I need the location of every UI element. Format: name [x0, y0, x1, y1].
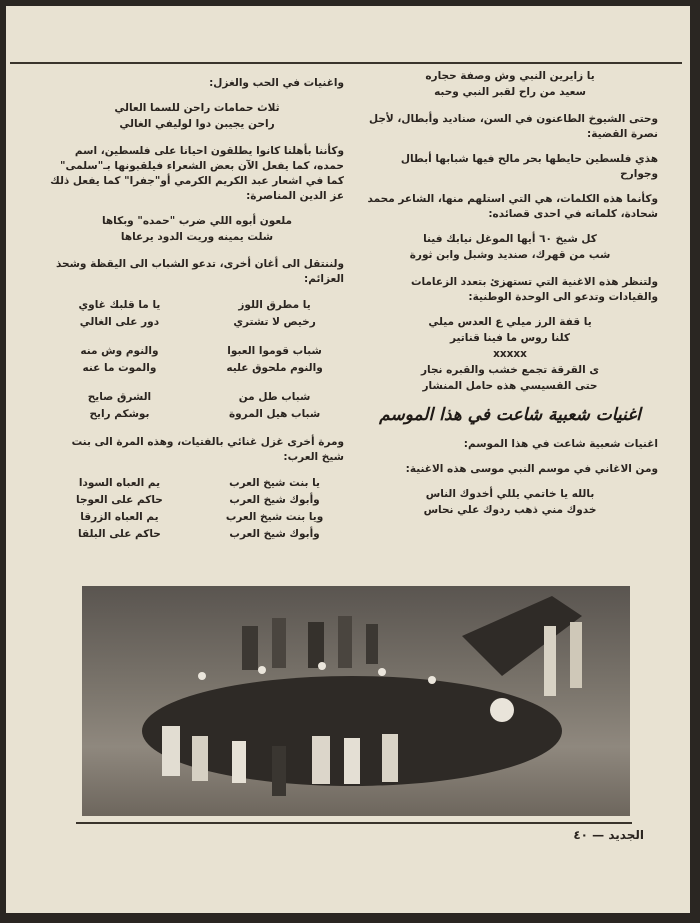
drum — [490, 698, 514, 722]
banner — [308, 622, 324, 668]
verse-pair — [50, 314, 344, 331]
verse-line: يا قفة الرز ميلي ع العدس ميلي — [428, 316, 592, 328]
hemistich: شباب هيل المروة — [228, 408, 321, 420]
section-heading: واغنيات في الحب والغزل: — [209, 77, 344, 89]
separator: xxxxx — [493, 348, 527, 360]
paragraph: ولتنظر هذه الاغنية التي تستهزئ بتعدد الزعامات والقيادات وتدعو الى الوحدة الوطنية: — [410, 276, 658, 303]
hemistich: يا ما قلبك غاوي — [78, 299, 161, 311]
verse-line: بالله يا خاتمي يللي أخدوك الناس — [425, 488, 595, 500]
verse-pairs — [50, 297, 344, 331]
hemistich: الشرق صايح — [87, 391, 152, 403]
banner — [366, 624, 378, 664]
verse-line: حتى القسيسي هذه حامل المنشار — [422, 380, 598, 392]
page-number: الجديد — ٤٠ — [573, 828, 644, 842]
verse-pair — [50, 475, 344, 492]
verse-pair — [50, 343, 344, 360]
verse-pair — [50, 360, 344, 377]
headdress — [378, 668, 386, 676]
hemistich: رخيص لا تشتري — [233, 316, 316, 328]
hemistich: شباب طل من — [238, 391, 311, 403]
robed-figure — [232, 741, 246, 783]
robed-figure — [192, 736, 208, 781]
verse-block — [362, 315, 658, 394]
verse-line: خدوك مني ذهب ردوك علي نحاس — [423, 504, 597, 516]
verse-block — [50, 101, 344, 132]
verse-pair — [50, 526, 344, 543]
intro-verse — [362, 69, 658, 100]
hemistich: يم العباه الزرقا — [80, 511, 159, 523]
hemistich: يا بنت شيخ العرب — [229, 477, 321, 489]
hemistich: والموت ما عنه — [82, 362, 157, 374]
verse-block — [50, 214, 344, 245]
banner — [242, 626, 258, 670]
banner — [272, 618, 286, 668]
right-column — [362, 68, 658, 530]
verse-line: شلت يمينه وريت الدود يرعاها — [120, 231, 274, 243]
verse-pair — [50, 389, 344, 406]
verse-line: ملعون أبوه اللي ضرب "حمده" وبكاها — [101, 215, 293, 227]
flag-group — [462, 596, 582, 676]
verse-block — [362, 232, 658, 263]
hemistich: والنوم وش منه — [80, 345, 159, 357]
hemistich: يا مطرق اللوز — [238, 299, 311, 311]
hemistich: ويا بنت شيخ العرب — [225, 511, 324, 523]
robed-figure — [382, 734, 398, 782]
headdress — [258, 666, 266, 674]
festival-crowd-photo — [82, 586, 630, 816]
paragraph: وكأننا بأهلنا كانوا يطلقون احيانا على فلسطين، اسم حمده، كما يفعل الآن بعض الشعراء فيلقبونها بـ"سلمى" كما في اشعار عبد الكريم الكرمي أو"جفرا" كما يفعل ذلك عز الدين المناصرة: — [50, 145, 344, 202]
hemistich: حاكم على العوجا — [76, 494, 163, 506]
verse-block — [362, 487, 658, 518]
hemistich: وأبوك شيخ العرب — [229, 494, 320, 506]
hemistich: والنوم ملحوق عليه — [226, 362, 323, 374]
headdress — [318, 662, 326, 670]
verse-line: سعيد من راح لقبر النبي وحبه — [434, 86, 586, 98]
hemistich: شباب قوموا العبوا — [227, 345, 322, 357]
paragraph: وكأنما هذه الكلمات، هي التي استلهم منها، الشاعر محمد شحادة، كلماته في احدى قصائده: — [367, 193, 658, 220]
banner — [338, 616, 352, 668]
verse-pair — [50, 509, 344, 526]
section-headline: اغنيات شعبية شاعت في هذا الموسم — [379, 405, 641, 425]
bottom-rule — [76, 822, 632, 824]
paragraph: ومن الاغاني في موسم النبي موسى هذه الاغنية: — [405, 463, 658, 475]
paragraph: وحتى الشيوخ الطاعنون في السن، صناديد وأبطال، لأجل نصرة القضية: — [368, 113, 658, 140]
child-figure — [272, 746, 286, 796]
verse-pair — [50, 406, 344, 423]
verse-line: راحن يجيبن دوا لوليفي الغالي — [119, 118, 275, 130]
magazine-page — [6, 6, 690, 913]
paragraph: ومرة أخرى غزل غنائي بالفتيات، وهذه المرة الى بنت شيخ العرب: — [71, 436, 344, 463]
verse-pairs — [50, 475, 344, 543]
hemistich: وأبوك شيخ العرب — [229, 528, 320, 540]
hemistich: دور على الغالي — [79, 316, 160, 328]
subheading: اغنيات شعبية شاعت في هذا الموسم: — [463, 438, 658, 450]
verse-line: يا زايرين النبي وش وصفة حجاره — [425, 70, 595, 82]
hemistich: حاكم على البلقا — [78, 528, 161, 540]
headdress — [428, 676, 436, 684]
robed-figure — [162, 726, 180, 776]
verse-line: ى القرقة تجمع خشب والقبره نجار — [420, 364, 599, 376]
verse-pair — [50, 492, 344, 509]
verse-line: ثلاث حمامات راحن للسما العالي — [114, 102, 280, 114]
hemistich: بوشكم رايح — [89, 408, 150, 420]
headdress — [198, 672, 206, 680]
robed-figure — [312, 736, 330, 784]
verse-pairs — [50, 343, 344, 377]
verse-pairs — [50, 389, 344, 423]
left-column — [50, 76, 344, 555]
verse-line: كل شيخ ٦٠ أيها الموغل نيابك فينا — [423, 233, 597, 245]
verse-line: شب من قهرك، صنديد وشبل وابن ثورة — [409, 249, 611, 261]
crowd-illustration — [82, 586, 630, 816]
paragraph: هذي فلسطين حايطها بحر مالح فيها شبابها أبطال وجوارح — [400, 153, 658, 180]
top-rule — [10, 62, 682, 64]
banner — [544, 626, 556, 696]
hemistich: يم العباه السودا — [78, 477, 161, 489]
robed-figure — [344, 738, 360, 784]
banner — [570, 622, 582, 688]
verse-pair — [50, 297, 344, 314]
verse-line: كلنا روس ما فينا قناتير — [449, 332, 570, 344]
paragraph: ولننتقل الى أغان أخرى، تدعو الشباب الى اليقظة وشحذ العزائم: — [55, 258, 344, 285]
